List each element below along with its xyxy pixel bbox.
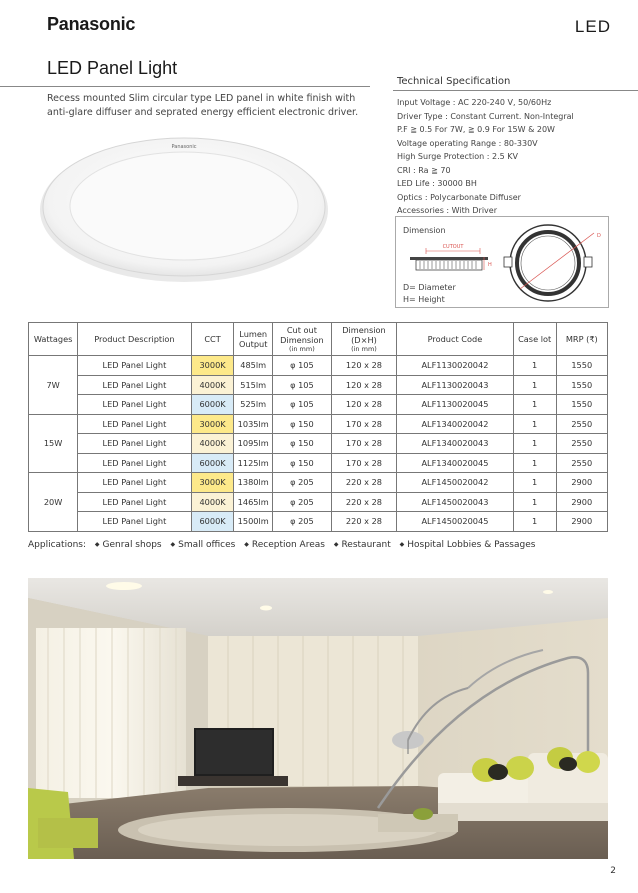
header-lumen-line1: Lumen xyxy=(239,329,268,339)
description-cell: LED Panel Light xyxy=(78,473,191,493)
mrp-cell: 2550 xyxy=(556,434,607,454)
cutout-label: CUTOUT xyxy=(442,244,464,250)
spec-item: Voltage operating Range : 80-330V xyxy=(397,138,538,148)
cct-cell: 6000K xyxy=(191,395,234,415)
spec-divider xyxy=(393,90,638,91)
header-case-lot: Case lot xyxy=(513,323,556,356)
title-divider xyxy=(0,86,370,87)
product-table xyxy=(28,322,608,532)
led-panel-image xyxy=(38,134,330,284)
mrp-cell: 2550 xyxy=(556,414,607,434)
product-code-cell: ALF1450020045 xyxy=(397,512,514,532)
header-product-code: Product Code xyxy=(397,323,514,356)
lumen-cell: 1500lm xyxy=(234,512,273,532)
mrp-cell: 1550 xyxy=(556,375,607,395)
cutout-cell: φ 105 xyxy=(272,356,331,376)
cutout-cell: φ 150 xyxy=(272,434,331,454)
case-lot-cell: 1 xyxy=(513,395,556,415)
table-row xyxy=(29,356,608,376)
diameter-legend: D= Diameter xyxy=(403,283,456,292)
living-room-photo xyxy=(28,578,608,859)
lumen-cell: 515lm xyxy=(234,375,273,395)
led-logo: LED xyxy=(574,17,611,36)
case-lot-cell: 1 xyxy=(513,356,556,376)
cct-cell: 4000K xyxy=(191,434,234,454)
application-item: ◆ Small offices xyxy=(170,540,235,550)
product-code-cell: ALF1450020043 xyxy=(397,492,514,512)
cutout-cell: φ 150 xyxy=(272,453,331,473)
product-code-cell: ALF1450020042 xyxy=(397,473,514,493)
table-row xyxy=(29,395,608,415)
cutout-cell: φ 105 xyxy=(272,375,331,395)
product-code-cell: ALF1340020043 xyxy=(397,434,514,454)
lumen-cell: 1035lm xyxy=(234,414,273,434)
header-cutout-unit: (in mm) xyxy=(289,345,315,353)
product-code-cell: ALF1130020043 xyxy=(397,375,514,395)
description-cell: LED Panel Light xyxy=(78,375,191,395)
table-row xyxy=(29,375,608,395)
header-cutout xyxy=(272,323,331,356)
product-code-cell: ALF1340020042 xyxy=(397,414,514,434)
wattage-cell: 20W xyxy=(29,473,78,532)
header-cutout-line2: Dimension xyxy=(280,335,324,345)
applications-line xyxy=(28,540,535,550)
dimension-cell: 170 x 28 xyxy=(331,434,396,454)
product-code-cell: ALF1130020045 xyxy=(397,395,514,415)
table-row xyxy=(29,492,608,512)
mrp-cell: 2900 xyxy=(556,512,607,532)
cct-cell: 3000K xyxy=(191,356,234,376)
application-item: ◆ Hospital Lobbies & Passages xyxy=(400,540,536,550)
wattage-cell: 7W xyxy=(29,356,78,415)
header-wattages: Wattages xyxy=(29,323,78,356)
spec-list xyxy=(397,96,574,218)
description-cell: LED Panel Light xyxy=(78,414,191,434)
lumen-cell: 1465lm xyxy=(234,492,273,512)
lumen-cell: 525lm xyxy=(234,395,273,415)
brand-logo: Panasonic xyxy=(47,14,136,34)
description-cell: LED Panel Light xyxy=(78,453,191,473)
header-lumen xyxy=(234,323,273,356)
case-lot-cell: 1 xyxy=(513,492,556,512)
product-description: Recess mounted Slim circular type LED panel in white finish with anti-glare diffuser and seprated energy efficient electronic driver. xyxy=(47,93,359,118)
description-cell: LED Panel Light xyxy=(78,395,191,415)
height-marker: H xyxy=(488,262,492,268)
spec-title: Technical Specification xyxy=(397,76,511,87)
table-row xyxy=(29,473,608,493)
cutout-cell: φ 150 xyxy=(272,414,331,434)
case-lot-cell: 1 xyxy=(513,434,556,454)
application-item: ◆ Restaurant xyxy=(334,540,391,550)
spec-item: P.F ≧ 0.5 For 7W, ≧ 0.9 For 15W & 20W xyxy=(397,125,555,134)
mrp-cell: 2900 xyxy=(556,492,607,512)
diameter-marker: D xyxy=(597,233,601,239)
case-lot-cell: 1 xyxy=(513,453,556,473)
header-mrp: MRP (₹) xyxy=(556,323,607,356)
spec-item: CRI : Ra ≧ 70 xyxy=(397,165,451,175)
lumen-cell: 485lm xyxy=(234,356,273,376)
mrp-cell: 2550 xyxy=(556,453,607,473)
dimension-cell: 120 x 28 xyxy=(331,356,396,376)
panel-brand-label: Panasonic xyxy=(171,144,197,150)
cutout-cell: φ 205 xyxy=(272,512,331,532)
dimension-box xyxy=(395,216,609,308)
header-lumen-line2: Output xyxy=(238,339,268,349)
description-cell: LED Panel Light xyxy=(78,434,191,454)
dimension-cell: 220 x 28 xyxy=(331,492,396,512)
header-dim-line2: (D×H) xyxy=(351,335,377,345)
spec-item: LED Life : 30000 BH xyxy=(397,179,477,188)
wattage-cell: 15W xyxy=(29,414,78,473)
lumen-cell: 1095lm xyxy=(234,434,273,454)
cct-cell: 6000K xyxy=(191,512,234,532)
dimension-cell: 120 x 28 xyxy=(331,395,396,415)
case-lot-cell: 1 xyxy=(513,375,556,395)
application-item: ◆ Genral shops xyxy=(95,540,162,550)
description-cell: LED Panel Light xyxy=(78,512,191,532)
dimension-cell: 170 x 28 xyxy=(331,414,396,434)
table-row xyxy=(29,512,608,532)
cct-cell: 6000K xyxy=(191,453,234,473)
table-row xyxy=(29,434,608,454)
page-title: LED Panel Light xyxy=(47,58,178,78)
spec-item: Input Voltage : AC 220-240 V, 50/60Hz xyxy=(397,98,552,107)
page-number: 2 xyxy=(610,866,616,876)
description-cell: LED Panel Light xyxy=(78,492,191,512)
cutout-cell: φ 205 xyxy=(272,473,331,493)
header-cct: CCT xyxy=(191,323,234,356)
cct-cell: 3000K xyxy=(191,473,234,493)
product-code-cell: ALF1340020045 xyxy=(397,453,514,473)
case-lot-cell: 1 xyxy=(513,473,556,493)
case-lot-cell: 1 xyxy=(513,512,556,532)
header-dimension xyxy=(331,323,396,356)
product-code-cell: ALF1130020042 xyxy=(397,356,514,376)
table-row xyxy=(29,453,608,473)
case-lot-cell: 1 xyxy=(513,414,556,434)
mrp-cell: 1550 xyxy=(556,356,607,376)
lumen-cell: 1380lm xyxy=(234,473,273,493)
cct-cell: 3000K xyxy=(191,414,234,434)
cutout-cell: φ 105 xyxy=(272,395,331,415)
spec-item: Optics : Polycarbonate Diffuser xyxy=(397,192,521,202)
mrp-cell: 1550 xyxy=(556,395,607,415)
spec-item: Accessories : With Driver xyxy=(397,206,497,215)
applications-label: Applications: xyxy=(28,540,87,550)
table-header-row xyxy=(29,323,608,356)
application-item: ◆ Reception Areas xyxy=(244,540,325,550)
spec-item: Driver Type : Constant Current. Non-Integral xyxy=(397,111,574,121)
header-dim-line1: Dimension xyxy=(342,325,386,335)
lumen-cell: 1125lm xyxy=(234,453,273,473)
mrp-cell: 2900 xyxy=(556,473,607,493)
cutout-cell: φ 205 xyxy=(272,492,331,512)
dimension-cell: 170 x 28 xyxy=(331,453,396,473)
header-description: Product Description xyxy=(78,323,191,356)
dimension-cell: 120 x 28 xyxy=(331,375,396,395)
cct-cell: 4000K xyxy=(191,492,234,512)
dimension-cell: 220 x 28 xyxy=(331,473,396,493)
dimension-cell: 220 x 28 xyxy=(331,512,396,532)
height-legend: H= Height xyxy=(403,295,445,304)
spec-item: High Surge Protection : 2.5 KV xyxy=(397,152,519,161)
cct-cell: 4000K xyxy=(191,375,234,395)
table-row xyxy=(29,414,608,434)
dimension-label: Dimension xyxy=(403,226,446,235)
header-dim-unit: (in mm) xyxy=(351,345,377,353)
description-cell: LED Panel Light xyxy=(78,356,191,376)
header-cutout-line1: Cut out xyxy=(286,325,317,335)
